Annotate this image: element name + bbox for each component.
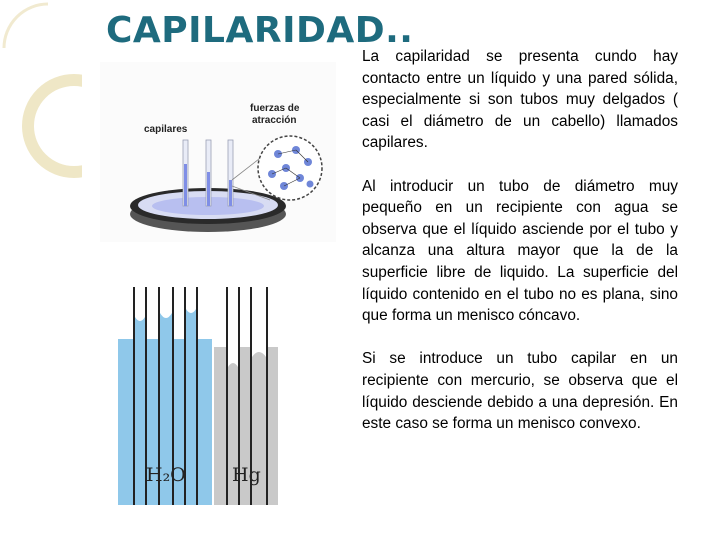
paragraph-water-capillary: Al introducir un tubo de diámetro muy pequeño en un recipiente con agua se observa que el líquido asciende por el tubo y alcanza una altura mayor que la de la superficie libre de liquido. La superficie del líquido contenido en el tubo no es plana, sino que forma un menisco cóncavo. — [362, 177, 678, 325]
label-fuerzas-line1: fuerzas de — [250, 103, 300, 114]
label-water: H₂O — [146, 464, 186, 486]
label-capilares: capilares — [144, 124, 188, 135]
page-title: CAPILARIDAD.. — [106, 10, 414, 51]
label-mercury: Hg — [232, 464, 261, 486]
decorative-rings — [0, 0, 100, 200]
water-container — [118, 287, 212, 505]
mercury-container — [214, 287, 278, 505]
label-fuerzas-line2: atracción — [252, 115, 297, 126]
capillaries-illustration — [100, 62, 336, 242]
deco-ring-top — [4, 4, 48, 48]
molecules-zoom-circle — [258, 136, 322, 200]
paragraph-capilaridad-definition: La capilaridad se presenta cundo hay contacto entre un líquido y una pared sólida, especialmente si son tubos muy delgados ( casi el diámetro de un cabello) llamados capilares. — [362, 48, 678, 152]
water-mercury-illustration — [112, 283, 282, 509]
paragraph-mercury-capillary: Si se introduce un tubo capilar en un recipiente con mercurio, se observa que el líquido desciende debido a una depresión. En este caso se forma un menisco convexo. — [362, 350, 678, 433]
body-text — [362, 46, 678, 456]
